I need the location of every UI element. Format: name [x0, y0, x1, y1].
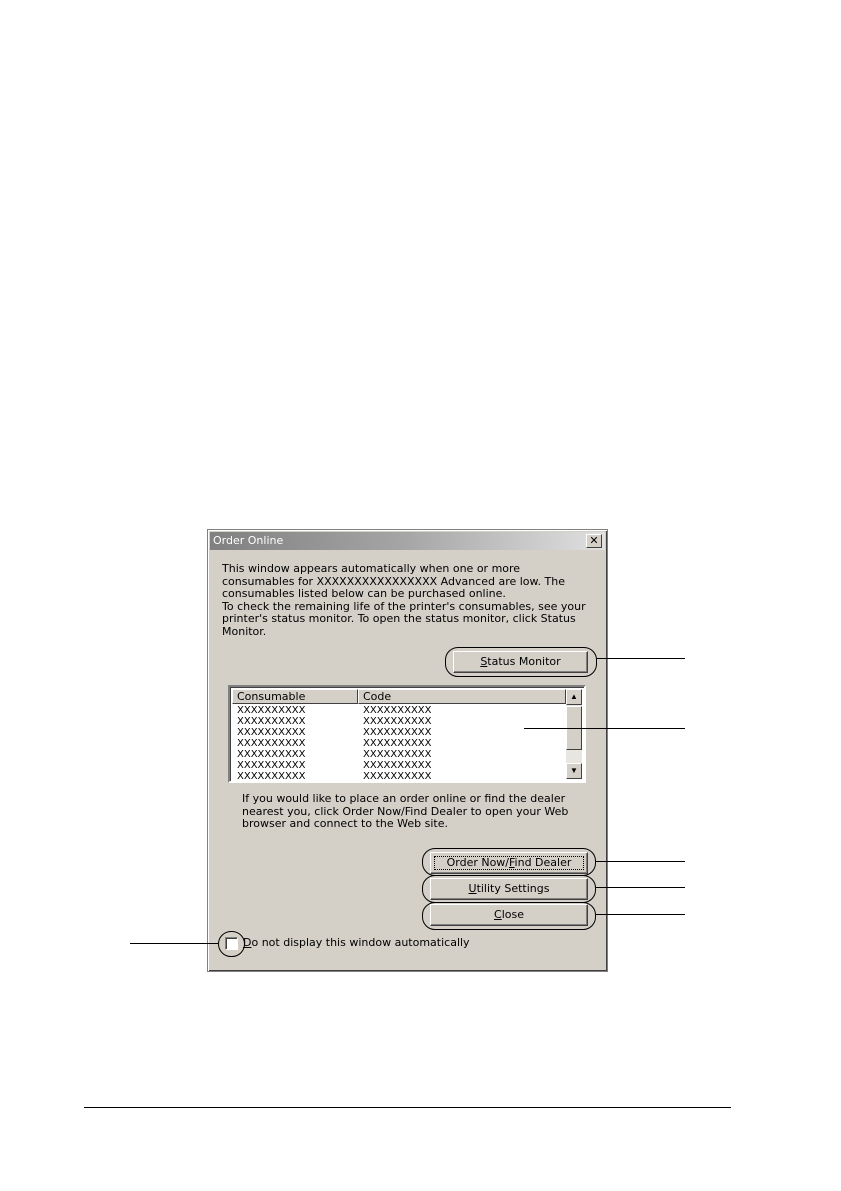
scroll-up-icon[interactable]: ▲ — [566, 689, 582, 705]
consumables-list[interactable] — [228, 685, 586, 783]
order-now-label: ind Dealer — [514, 856, 572, 869]
table-row[interactable] — [232, 749, 566, 760]
callout-line-utility-settings — [596, 887, 685, 888]
column-header-code[interactable]: Code — [358, 689, 566, 704]
footer-rule — [84, 1107, 731, 1108]
consumable-cell: XXXXXXXXXX — [237, 716, 306, 727]
table-row[interactable] — [232, 705, 566, 716]
column-header-consumable[interactable]: Consumable — [232, 689, 358, 704]
callout-oval-order-now — [422, 848, 596, 876]
utility-settings-mnemonic: U — [468, 882, 477, 895]
close-label: lose — [501, 908, 524, 921]
table-row[interactable] — [232, 738, 566, 749]
status-monitor-label: tatus Monitor — [487, 655, 561, 668]
intro-text: This window appears automatically when one or more consumables for XXXXXXXXXXXXXXXX Advanced are low. The consumables listed below can be purchased online. To check the remaining life of the printer's consumables, see your printer's status monitor. To open the status monitor, click Status Monitor. — [222, 562, 586, 638]
consumable-cell: XXXXXXXXXX — [237, 727, 306, 738]
order-now-label-pre: Order Now/ — [446, 856, 510, 869]
code-cell: XXXXXXXXXX — [363, 749, 432, 760]
table-row[interactable] — [232, 716, 566, 727]
checkbox-mnemonic: D — [243, 936, 252, 949]
status-monitor-mnemonic: S — [480, 655, 488, 668]
consumable-cell: XXXXXXXXXX — [237, 705, 306, 716]
code-cell: XXXXXXXXXX — [363, 727, 432, 738]
callout-line-list — [524, 728, 685, 729]
order-online-dialog — [207, 529, 608, 972]
consumable-cell: XXXXXXXXXX — [237, 760, 306, 771]
code-cell: XXXXXXXXXX — [363, 771, 432, 782]
callout-oval-status-monitor — [445, 647, 597, 677]
auto-display-checkbox-label[interactable] — [243, 936, 470, 949]
vertical-scrollbar[interactable] — [566, 689, 582, 779]
consumable-cell: XXXXXXXXXX — [237, 749, 306, 760]
consumable-cell: XXXXXXXXXX — [237, 738, 306, 749]
info-text: If you would like to place an order online or find the dealer nearest you, click Order Now/Find Dealer to open your Web browser and connect to the Web site. — [242, 792, 569, 830]
scroll-down-icon[interactable]: ▼ — [566, 763, 582, 779]
window-title: Order Online — [213, 534, 284, 547]
callout-line-order-now — [596, 861, 685, 862]
callout-line-status-monitor — [597, 658, 685, 659]
callout-oval-utility-settings — [422, 875, 596, 903]
code-cell: XXXXXXXXXX — [363, 738, 432, 749]
callout-line-close — [596, 914, 685, 915]
consumable-cell: XXXXXXXXXX — [237, 771, 306, 782]
callout-oval-close — [422, 902, 596, 930]
code-cell: XXXXXXXXXX — [363, 760, 432, 771]
utility-settings-label: tility Settings — [476, 882, 550, 895]
close-mnemonic: C — [494, 908, 502, 921]
order-now-mnemonic: F — [509, 856, 515, 869]
list-header — [232, 689, 566, 704]
table-row[interactable] — [232, 727, 566, 738]
callout-line-checkbox — [130, 943, 218, 944]
title-bar[interactable] — [210, 532, 605, 550]
code-cell: XXXXXXXXXX — [363, 716, 432, 727]
checkbox-label-text: o not display this window automatically — [251, 936, 470, 949]
table-row[interactable] — [232, 760, 566, 771]
close-icon[interactable]: ✕ — [586, 534, 602, 548]
table-row[interactable] — [232, 771, 566, 782]
code-cell: XXXXXXXXXX — [363, 705, 432, 716]
list-rows — [232, 705, 566, 782]
callout-oval-checkbox — [218, 931, 245, 957]
